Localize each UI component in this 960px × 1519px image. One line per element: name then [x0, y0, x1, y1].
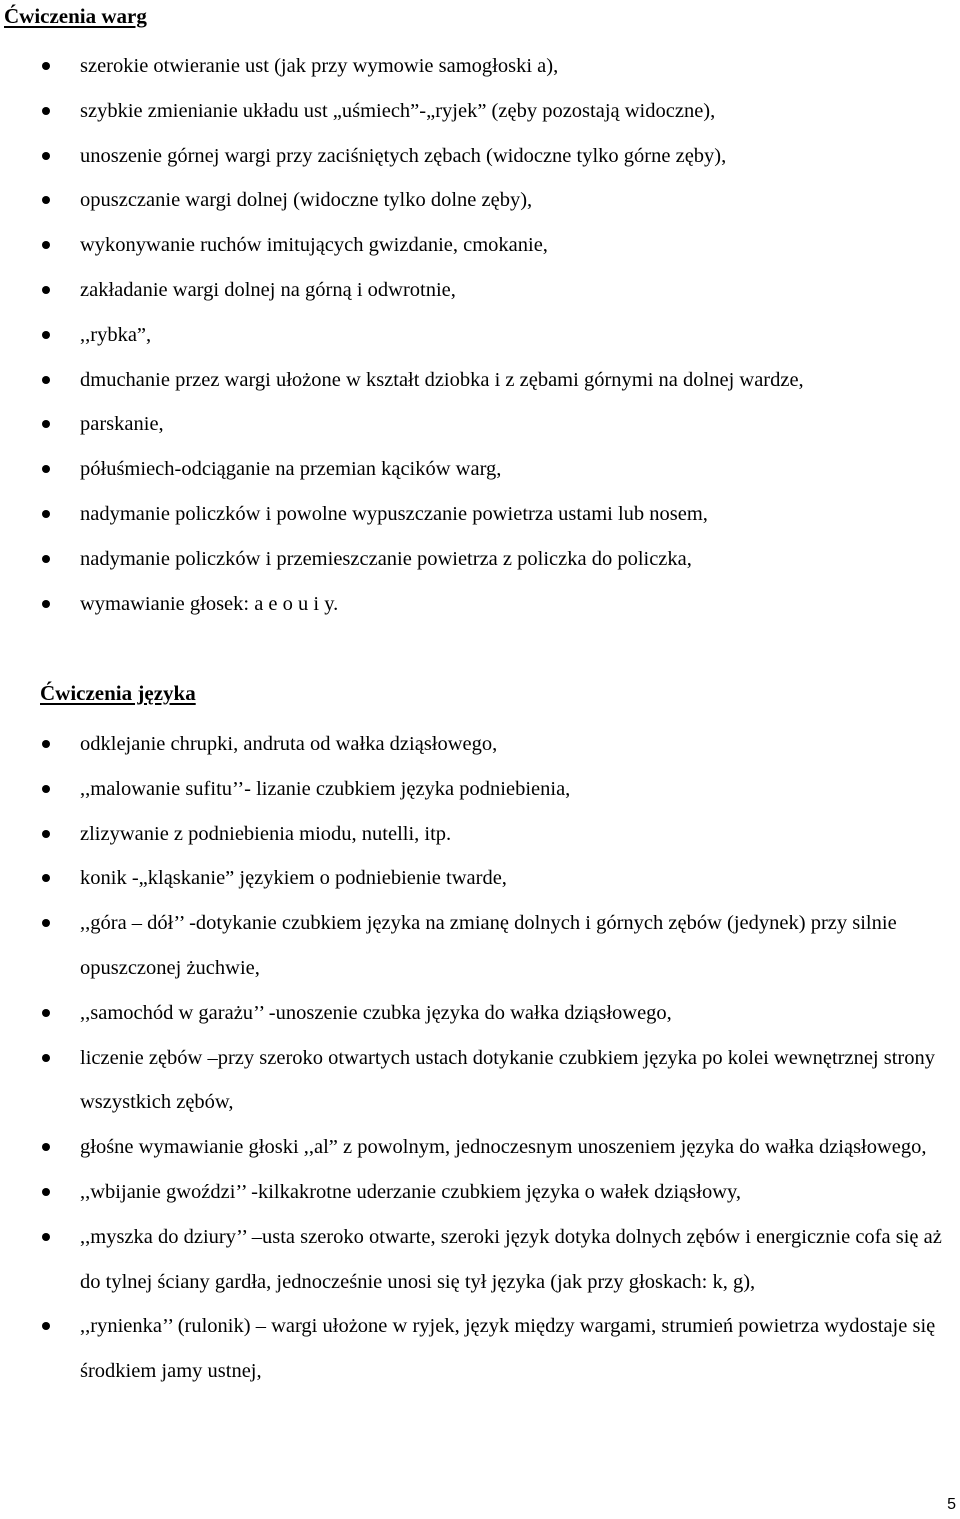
list-item-text: ,,rybka”, — [80, 323, 152, 346]
bullet-icon — [42, 1009, 50, 1017]
list-item-text: konik -„kląskanie” językiem o podniebienie twarde, — [80, 867, 507, 890]
list-item — [0, 1036, 950, 1126]
section-heading-lip-exercises: Ćwiczenia warg — [4, 4, 147, 28]
list-item — [0, 492, 950, 537]
list-item-text: nadymanie policzków i przemieszczanie powietrza z policzka do policzka, — [80, 547, 692, 570]
tongue-exercises-list — [0, 722, 960, 1394]
list-item — [0, 901, 950, 991]
list-item — [0, 1215, 950, 1305]
bullet-icon — [42, 196, 50, 204]
bullet-icon — [42, 376, 50, 384]
list-item-text: ,,rynienka’’ (rulonik) – wargi ułożone w ryjek, język między wargami, strumień powietrza wydostaje się środkiem jamy ustnej, — [80, 1315, 936, 1383]
list-item-text: szerokie otwieranie ust (jak przy wymowie samogłoski a), — [80, 55, 559, 77]
list-item-text: ,,malowanie sufitu’’- lizanie czubkiem języka podniebienia, — [80, 777, 571, 800]
list-item-text: wykonywanie ruchów imitujących gwizdanie, cmokanie, — [80, 234, 548, 257]
list-item — [0, 722, 950, 767]
bullet-icon — [42, 107, 50, 115]
list-item-text: półuśmiech-odciąganie na przemian kącików warg, — [80, 458, 502, 481]
bullet-icon — [42, 1233, 50, 1241]
list-item-text: głośne wymawianie głoski ,,al” z powolnym, jednoczesnym unoszeniem języka do wałka dziąsłowego, — [80, 1136, 927, 1159]
list-item-text: parskanie, — [80, 413, 164, 436]
bullet-icon — [42, 241, 50, 249]
list-item — [0, 447, 950, 492]
bullet-icon — [42, 1054, 50, 1062]
list-item-text: szybkie zmienianie układu ust „uśmiech”-„ryjek” (zęby pozostają widoczne), — [80, 99, 716, 122]
list-item — [0, 582, 950, 627]
page-number: 5 — [947, 1496, 956, 1513]
list-item — [0, 223, 950, 268]
bullet-icon — [42, 785, 50, 793]
list-item-text: zlizywanie z podniebienia miodu, nutelli, itp. — [80, 822, 452, 845]
list-item — [0, 358, 950, 403]
list-item — [0, 313, 950, 358]
list-item-text: dmuchanie przez wargi ułożone w kształt dziobka i z zębami górnymi na dolnej wardze, — [80, 368, 804, 391]
list-item-text: wymawianie głosek: a e o u i y. — [80, 592, 339, 615]
list-item — [0, 268, 950, 313]
list-item — [0, 134, 950, 179]
list-item — [0, 1304, 950, 1394]
list-item — [0, 856, 950, 901]
bullet-icon — [42, 62, 50, 70]
list-item-text: liczenie zębów –przy szeroko otwartych ustach dotykanie czubkiem języka po kolei wewnętrznej strony wszystkich zębów, — [80, 1046, 935, 1114]
list-item — [0, 1125, 950, 1170]
list-item-text: ,,myszka do dziury’’ –usta szeroko otwarte, szeroki język dotyka dolnych zębów i energicznie cofa się aż do tylnej ściany gardła, jednocześnie unosi się tył języka (jak przy głoskach: k, g), — [80, 1225, 942, 1293]
list-item-text: unoszenie górnej wargi przy zaciśniętych zębach (widoczne tylko górne zęby), — [80, 144, 727, 167]
bullet-icon — [42, 465, 50, 473]
list-item — [0, 178, 950, 223]
bullet-icon — [42, 919, 50, 927]
bullet-icon — [42, 874, 50, 882]
list-item — [0, 44, 950, 89]
list-item-text: zakładanie wargi dolnej na górną i odwrotnie, — [80, 278, 456, 301]
bullet-icon — [42, 331, 50, 339]
list-item-text: ,,góra – dół’’ -dotykanie czubkiem języka na zmianę dolnych i górnych zębów (jedynek) przy silnie opuszczonej żuchwie, — [80, 912, 897, 979]
bullet-icon — [42, 152, 50, 160]
list-item-text: opuszczanie wargi dolnej (widoczne tylko dolne zęby), — [80, 189, 533, 212]
bullet-icon — [42, 1143, 50, 1151]
list-item-text: odklejanie chrupki, andruta od wałka dziąsłowego, — [80, 733, 498, 755]
list-item-text: ,,wbijanie gwoździ’’ -kilkakrotne uderzanie czubkiem języka o wałek dziąsłowy, — [80, 1180, 742, 1203]
list-item — [0, 1170, 950, 1215]
list-item — [0, 812, 950, 857]
bullet-icon — [42, 1322, 50, 1330]
section-heading-tongue-exercises: Ćwiczenia języka — [40, 681, 196, 705]
list-item — [0, 89, 950, 134]
list-item — [0, 991, 950, 1036]
bullet-icon — [42, 830, 50, 838]
lip-exercises-list — [0, 44, 960, 626]
list-item — [0, 767, 950, 812]
bullet-icon — [42, 420, 50, 428]
list-item — [0, 402, 950, 447]
list-item — [0, 537, 950, 582]
bullet-icon — [42, 555, 50, 563]
bullet-icon — [42, 600, 50, 608]
list-item-text: nadymanie policzków i powolne wypuszczanie powietrza ustami lub nosem, — [80, 502, 708, 525]
bullet-icon — [42, 510, 50, 518]
bullet-icon — [42, 740, 50, 748]
bullet-icon — [42, 1188, 50, 1196]
list-item-text: ,,samochód w garażu’’ -unoszenie czubka języka do wałka dziąsłowego, — [80, 1001, 672, 1024]
bullet-icon — [42, 286, 50, 294]
